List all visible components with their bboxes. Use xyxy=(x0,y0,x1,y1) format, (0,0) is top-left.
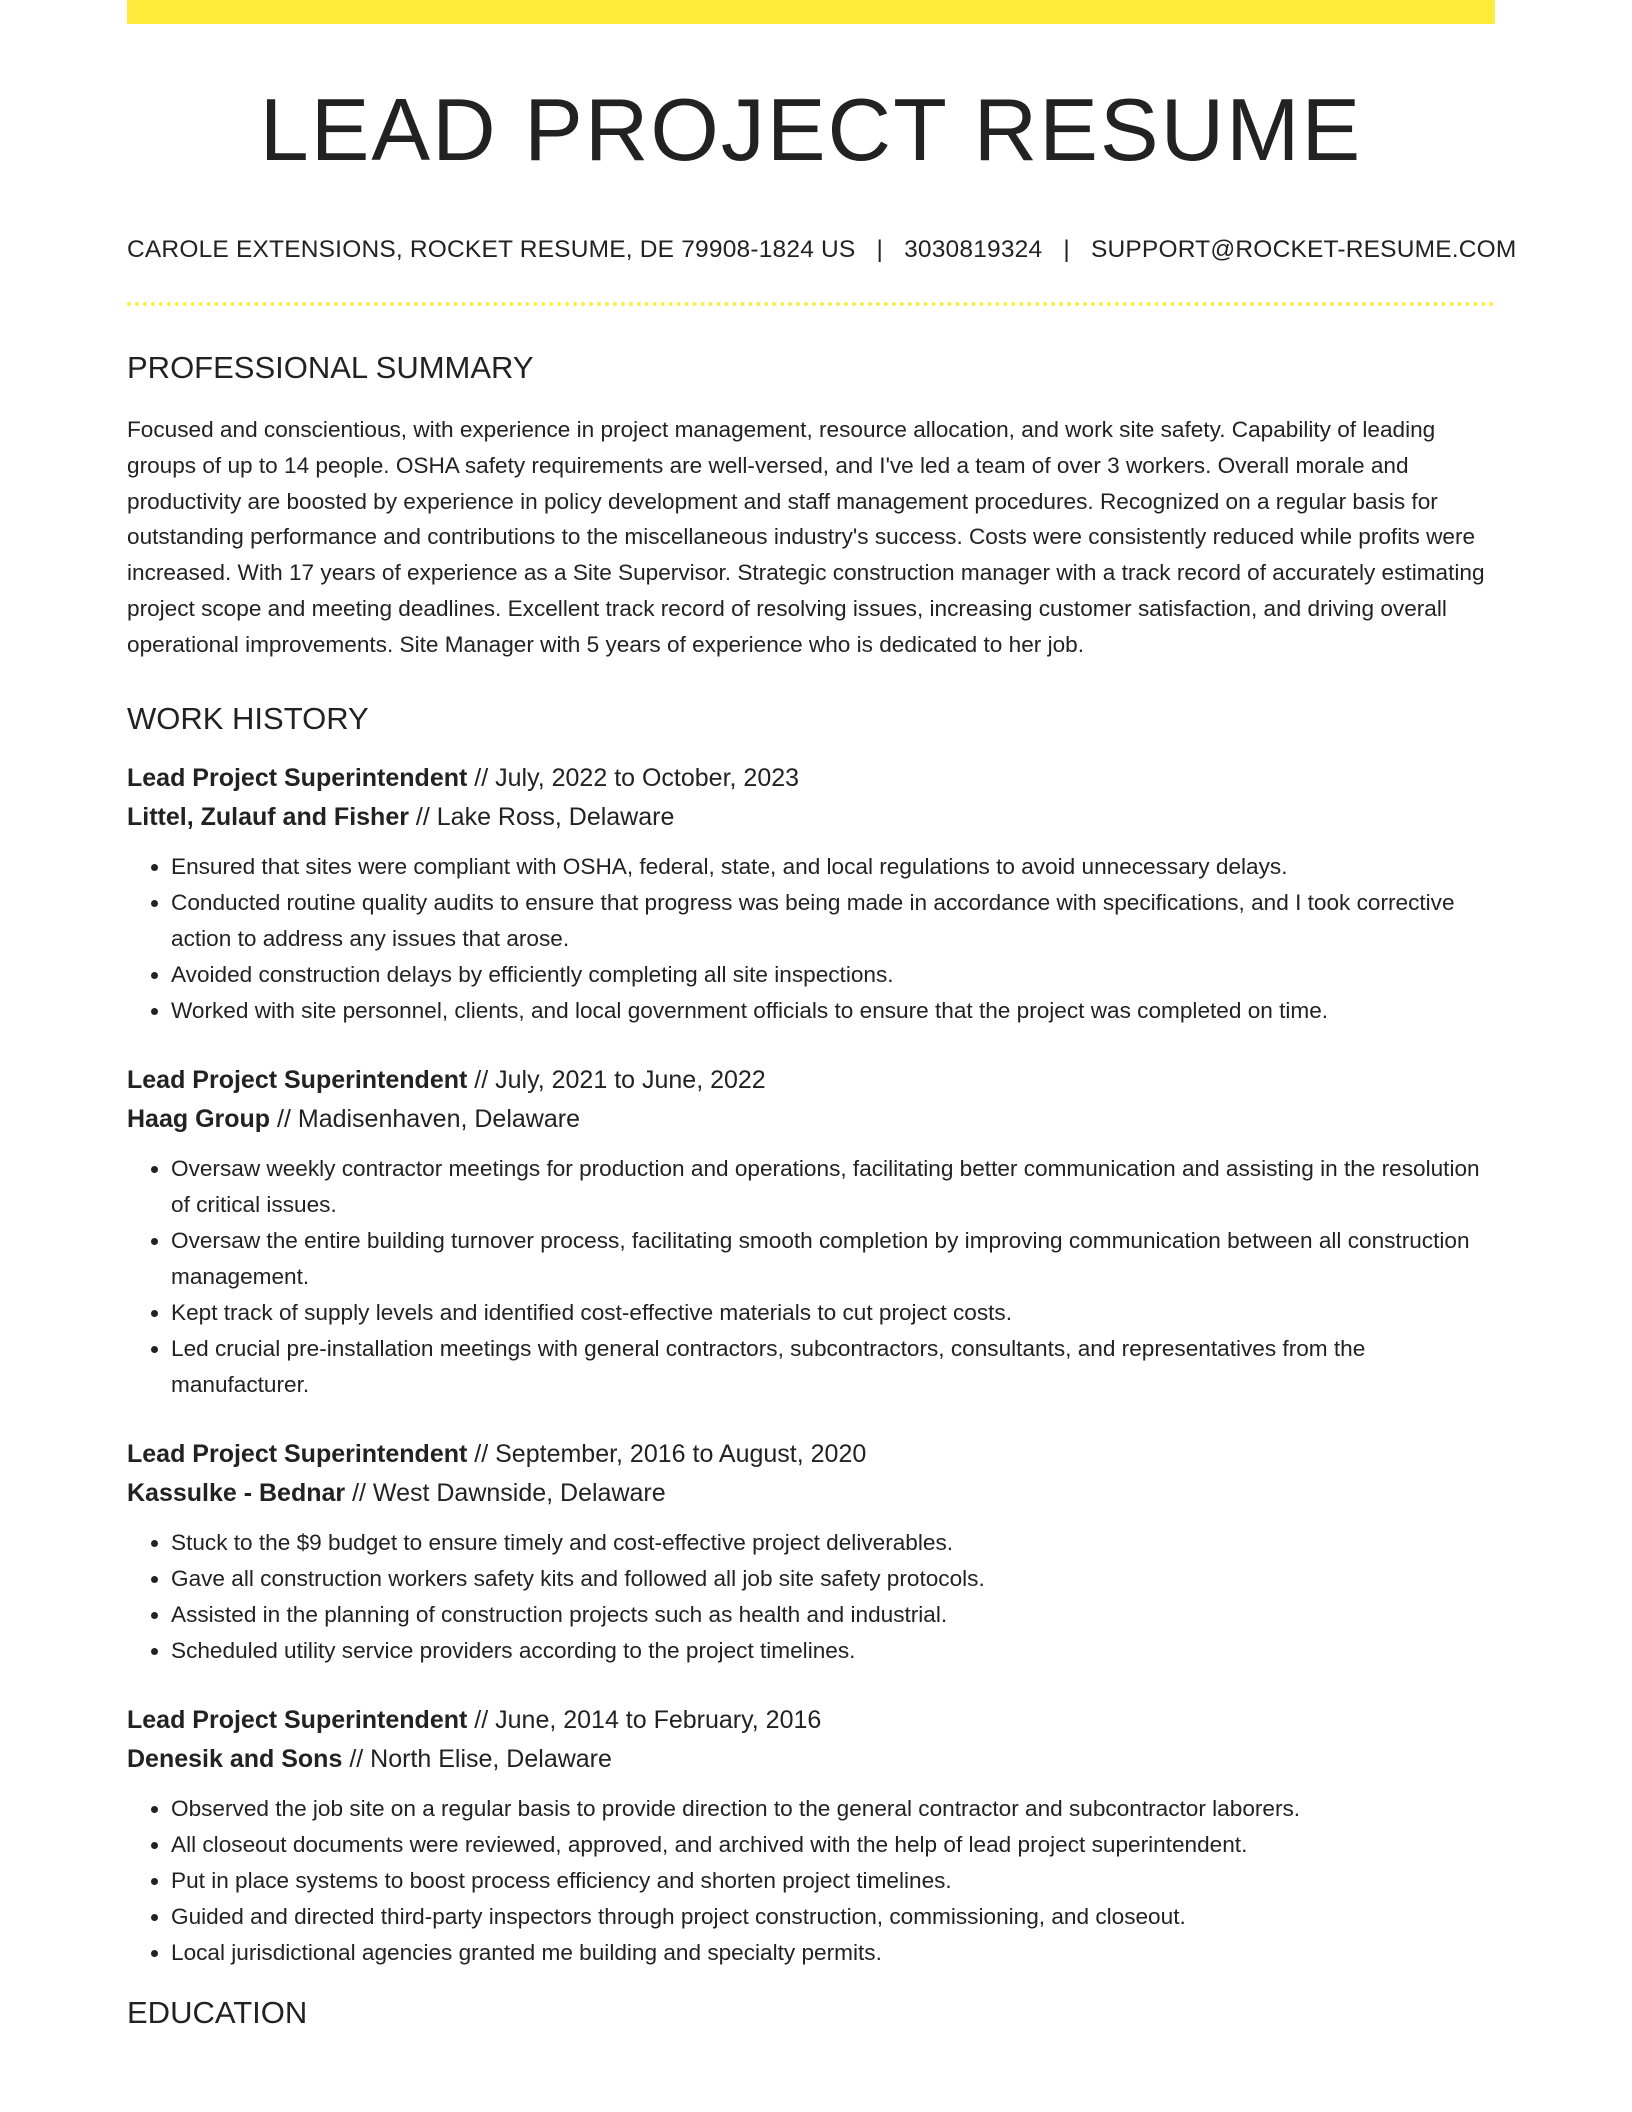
job-company: Denesik and Sons xyxy=(127,1744,343,1773)
list-item: • Observed the job site on a regular basis to provide direction to the general contractor and subcontractor laborers. xyxy=(171,1791,1495,1827)
summary-text: Focused and conscientious, with experience in project management, resource allocation, and work site safety. Capability of leading groups of up to 14 people. OSHA safety requirements are well-versed, and I've led a team of over 3 workers. Overall morale and productivity are boosted by experience in policy development and staff management procedures. Recognized on a regular basis for outstanding performance and contributions to the miscellaneous industry's success. Costs were consistently reduced while profits were increased. With 17 years of experience as a Site Supervisor. Strategic construction manager with a track record of accurately estimating project scope and meeting deadlines. Excellent track record of resolving issues, increasing customer satisfaction, and driving overall operational improvements. Site Manager with 5 years of experience who is dedicated to her job. xyxy=(127,417,1485,657)
job-company: Kassulke - Bednar xyxy=(127,1478,346,1507)
list-item: • All closeout documents were reviewed, approved, and archived with the help of lead project superintendent. xyxy=(171,1827,1495,1863)
job-entry xyxy=(127,1061,1495,1403)
job-bullets xyxy=(127,1791,1495,1971)
job-bullets xyxy=(127,1525,1495,1669)
contact-line xyxy=(127,236,1517,264)
job-company: Littel, Zulauf and Fisher xyxy=(127,802,409,831)
job-title-line xyxy=(127,1701,1495,1740)
work-history-heading: WORK HISTORY xyxy=(127,700,369,736)
list-item: • Stuck to the $9 budget to ensure timely and cost-effective project deliverables. xyxy=(171,1525,1495,1561)
job-location: // Madisenhaven, Delaware xyxy=(277,1104,580,1133)
contact-separator: | xyxy=(876,236,884,263)
list-item: • Kept track of supply levels and identified cost-effective materials to cut project costs. xyxy=(171,1295,1495,1331)
education-heading: EDUCATION xyxy=(127,1994,308,2030)
job-title: Lead Project Superintendent xyxy=(127,1065,468,1094)
job-location: // Lake Ross, Delaware xyxy=(415,802,675,831)
job-company: Haag Group xyxy=(127,1104,271,1133)
job-title: Lead Project Superintendent xyxy=(127,1705,468,1734)
job-dates: // June, 2014 to February, 2016 xyxy=(474,1705,822,1734)
list-item: • Oversaw weekly contractor meetings for production and operations, facilitating better communication and assisting in the resolution of critical issues. xyxy=(171,1151,1495,1223)
job-bullets xyxy=(127,1151,1495,1403)
job-title-line xyxy=(127,1435,1495,1474)
job-dates: // July, 2021 to June, 2022 xyxy=(474,1065,766,1094)
page-title: LEAD PROJECT RESUME xyxy=(259,80,1363,179)
list-item: • Assisted in the planning of construction projects such as health and industrial. xyxy=(171,1597,1495,1633)
list-item: • Local jurisdictional agencies granted me building and specialty permits. xyxy=(171,1935,1495,1971)
job-title: Lead Project Superintendent xyxy=(127,763,468,792)
job-entry xyxy=(127,1701,1495,1971)
job-company-line xyxy=(127,798,1495,837)
contact-separator: | xyxy=(1063,236,1070,263)
list-item: • Led crucial pre-installation meetings with general contractors, subcontractors, consultants, and representatives from the manufacturer. xyxy=(171,1331,1495,1403)
job-title: Lead Project Superintendent xyxy=(127,1439,468,1468)
list-item: • Avoided construction delays by efficiently completing all site inspections. xyxy=(171,957,1495,993)
contact-address: CAROLE EXTENSIONS, ROCKET RESUME, DE 79908-1824 US xyxy=(127,236,856,263)
list-item: • Scheduled utility service providers according to the project timelines. xyxy=(171,1633,1495,1669)
job-location: // North Elise, Delaware xyxy=(349,1744,612,1773)
job-entry xyxy=(127,1435,1495,1669)
job-dates: // July, 2022 to October, 2023 xyxy=(474,763,800,792)
list-item: • Oversaw the entire building turnover process, facilitating smooth completion by improving communication between all construction management. xyxy=(171,1223,1495,1295)
job-company-line xyxy=(127,1474,1495,1513)
resume-page xyxy=(127,0,1517,2031)
job-company-line xyxy=(127,1100,1495,1139)
list-item: • Guided and directed third-party inspectors through project construction, commissioning, and closeout. xyxy=(171,1899,1495,1935)
list-item: • Worked with site personnel, clients, and local government officials to ensure that the project was completed on time. xyxy=(171,993,1495,1029)
list-item: • Ensured that sites were compliant with OSHA, federal, state, and local regulations to avoid unnecessary delays. xyxy=(171,849,1495,885)
job-dates: // September, 2016 to August, 2020 xyxy=(474,1439,867,1468)
list-item: • Put in place systems to boost process efficiency and shorten project timelines. xyxy=(171,1863,1495,1899)
job-entry xyxy=(127,759,1495,1029)
job-company-line xyxy=(127,1740,1495,1779)
job-location: // West Dawnside, Delaware xyxy=(352,1478,666,1507)
job-title-line xyxy=(127,759,1495,798)
accent-bar xyxy=(127,0,1495,24)
job-title-line xyxy=(127,1061,1495,1100)
job-bullets xyxy=(127,849,1495,1029)
contact-phone: 3030819324 xyxy=(904,236,1043,263)
dotted-divider xyxy=(127,302,1495,306)
list-item: • Gave all construction workers safety kits and followed all job site safety protocols. xyxy=(171,1561,1495,1597)
contact-email: SUPPORT@ROCKET-RESUME.COM xyxy=(1090,236,1517,263)
summary-heading: PROFESSIONAL SUMMARY xyxy=(127,350,534,385)
list-item: • Conducted routine quality audits to ensure that progress was being made in accordance with specifications, and I took corrective action to address any issues that arose. xyxy=(171,885,1495,957)
